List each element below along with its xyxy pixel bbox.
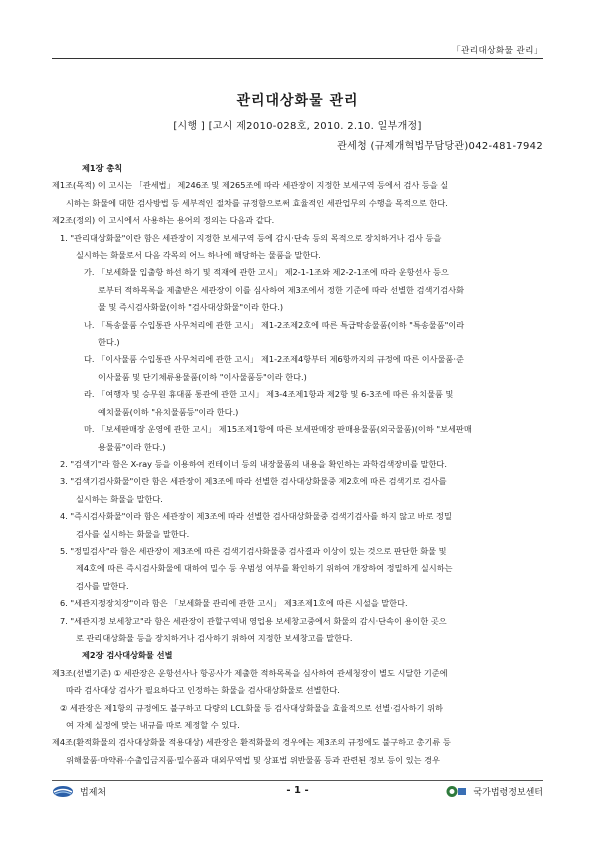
item-line: 6. "세관지정장치장"이라 함은 「보세화물 관리에 관한 고시」 제3조제1호에 따른 시설을 말한다. (60, 598, 408, 609)
document-subtitle: [시행 ] [고시 제2010-028호, 2010. 2.10. 일부개정] (173, 121, 422, 132)
chapter-heading: 제1장 총칙 (82, 163, 123, 173)
item-line: 실시하는 화물로서 다음 각목의 어느 하나에 해당하는 물품을 말한다. (76, 250, 321, 261)
item-line: 로 관리대상화물 등을 장치하거나 검사하기 위하여 지정한 보세창고를 말한다. (76, 632, 353, 643)
subitem-line: 이사물품 및 단기체류용물품(이하 "이사물품등"이라 한다.) (98, 371, 307, 382)
article-line: 제1조(목적) 이 고시는 「관세법」 제246조 및 제265조에 따라 세관장이 지정한 보세구역 등에서 검사 등을 실 (52, 180, 449, 191)
article-line: 제4조(환적화물의 검사대상화물 적용대상) 세관장은 환적화물의 경우에는 제3조의 규정에도 불구하고 총기류 등 (52, 737, 451, 748)
item-line: 3. "검색기검사화물"이란 함은 세관장이 제3조에 따라 선별한 검사대상화물중 제2호에 따른 검색기로 검사를 (60, 476, 447, 487)
footer-right-label: 국가법령정보센터 (473, 788, 543, 798)
subitem-line: 물 및 즉시검사화물(이하 "검사대상화물"이라 한다.) (98, 302, 284, 313)
article-line: 제2조(정의) 이 고시에서 사용하는 용어의 정의는 다음과 같다. (52, 215, 275, 226)
subitem-line: 로부터 적하목록을 제출받은 세관장이 이를 심사하여 제3조에서 정한 기준에 따라 선별한 검색기검사화 (98, 284, 465, 295)
item-line: 제4호에 따른 즉시검사화물에 대하여 밀수 등 우범성 여부를 확인하기 위하여 개장하여 정밀하게 실시하는 (76, 563, 453, 574)
subitem-line: 가. 「보세화물 입출항 하선 하기 및 적재에 관한 고시」 제2-1-1조와 제2-2-1조에 따라 운항선사 등으 (84, 267, 449, 278)
item-line: 2. "검색기"라 함은 X-ray 등을 이용하여 컨테이너 등의 내장물품의 내용을 확인하는 과학검색장비를 말한다. (60, 458, 447, 469)
law-center-logo-icon (445, 785, 467, 798)
subitem-line: 예치물품(이하 "유치물품등"이라 한다.) (98, 406, 239, 417)
footer-right (445, 785, 543, 798)
footer-left-label: 법제처 (80, 788, 107, 798)
document-title: 관리대상화물 관리 (236, 93, 359, 109)
item-line: 실시하는 화물을 말한다. (76, 493, 163, 504)
subitem-line: 용물품"이라 한다.) (98, 441, 166, 452)
subitem-line: 나. 「특송물품 수입통관 사무처리에 관한 고시」 제1-2조제2호에 따른 특급탁송물품(이하 "특송물품"이라 (84, 319, 465, 330)
subitem-line: 라. 「여행자 및 승무원 휴대품 통관에 관한 고시」 제3-4조제1항과 제2항 및 6-3조에 따른 유치물품 및 (84, 389, 454, 400)
item-line: 5. "정밀검사"라 함은 세관장이 제3조에 따른 검색기검사화물중 검사결과 이상이 있는 것으로 판단한 화물 및 (60, 545, 447, 556)
item-line: 7. "세관지정 보세창고"라 함은 세관장이 관할구역내 영업용 보세창고중에서 화물의 감시·단속이 용이한 곳으 (60, 615, 447, 626)
article-line: 따라 검사대상 검사가 필요하다고 인정하는 화물을 검사대상화물로 선별한다. (66, 685, 340, 696)
subitem-line: 다. 「이사물품 수입통관 사무처리에 관한 고시」 제1-2조제4항부터 제6항까지의 규정에 따른 이사물품·준 (84, 354, 464, 365)
item-line: 검사를 실시하는 화물을 말한다. (76, 528, 190, 539)
chapter-heading: 제2장 검사대상화물 선별 (82, 650, 173, 661)
item-line: 4. "즉시검사화물"이라 함은 세관장이 제3조에 따라 선별한 검사대상화물중 검색기검사를 하지 않고 바로 정밀 (60, 511, 452, 522)
header-divider (52, 58, 543, 59)
subitem-line: 한다.) (98, 337, 120, 348)
item-line: 1. "관리대상화물"이란 함은 세관장이 지정한 보세구역 등에 감시·단속 등의 목적으로 장치하거나 검사 등을 (60, 232, 442, 243)
subitem-line: 마. 「보세판매장 운영에 관한 고시」 제15조제1항에 따른 보세판매장 판매용물품(외국물품)(이하 "보세판매 (84, 424, 472, 435)
running-header: 「관리대상화물 관리」 (452, 46, 543, 56)
paragraph-line: ② 세관장은 제1항의 규정에도 불구하고 다량의 LCL화물 등 검사대상화물을 효율적으로 선별·검사하기 위하 (60, 702, 443, 713)
article-line: 제3조(선별기준) ① 세관장은 운항선사나 항공사가 제출한 적하목록을 심사하여 관세청장이 별도 시달한 기준에 (52, 667, 448, 678)
article-line: 위해물품·마약류·수출입금지품·밀수품과 대외무역법 및 상표법 위반물품 등과 관련된 정보 등이 있는 경우 (66, 754, 440, 765)
item-line: 검사를 말한다. (76, 580, 129, 591)
document-body (52, 160, 545, 769)
agency-contact: 관세청 (규제개혁법무담당관)042-481-7942 (337, 141, 543, 152)
paragraph-line: 여 자체 실정에 맞는 내규를 따로 제정할 수 있다. (66, 720, 240, 730)
footer-divider (52, 780, 543, 781)
page-number: - 1 - (286, 785, 309, 796)
article-line: 시하는 화물에 대한 검사방법 등 세부적인 절차를 규정함으로써 효율적인 세관업무의 수행을 목적으로 한다. (66, 197, 448, 208)
